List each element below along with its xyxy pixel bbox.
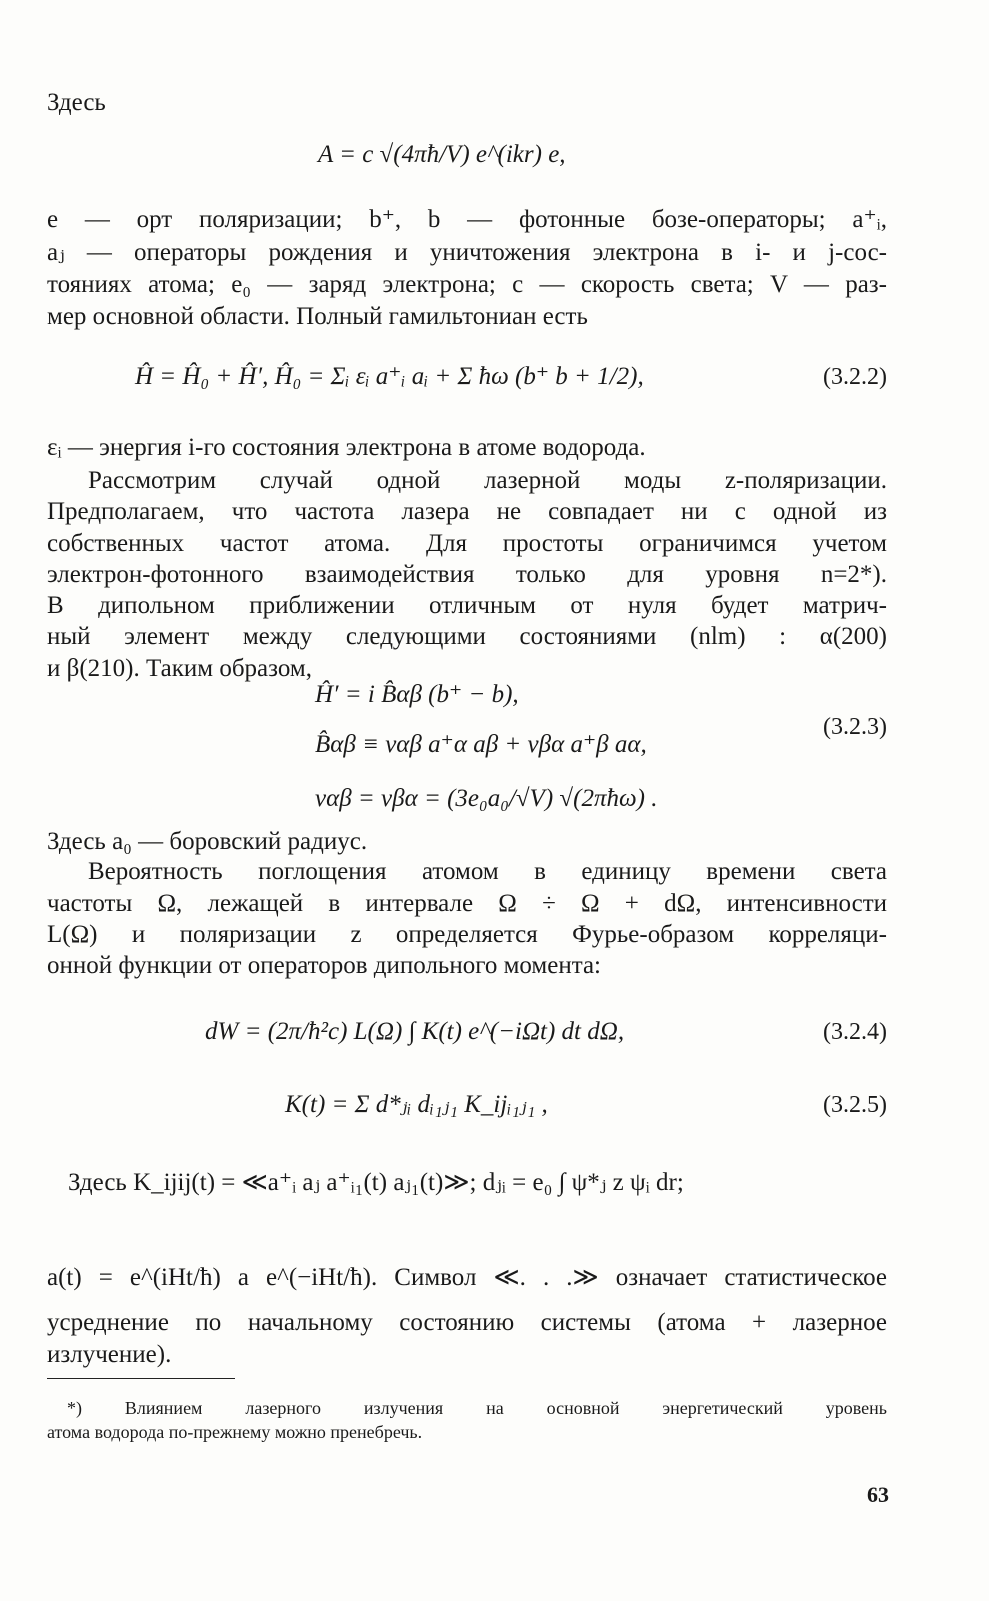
text-paragraph-3-line-4: электрон-фотонного взаимодействия только для уровня n=2*).: [47, 561, 887, 588]
equation-number-3-2-2: (3.2.2): [823, 364, 887, 390]
equation-coupling-constant: vαβ = vβα = (3e₀a₀/√V) √(2πħω) .: [315, 785, 658, 812]
equation-interaction-hamiltonian: Ĥ′ = i B̂αβ (b⁺ − b),: [315, 681, 519, 708]
equation-number-3-2-4: (3.2.4): [823, 1019, 887, 1045]
equation-number-3-2-5: (3.2.5): [823, 1092, 887, 1118]
equation-b-operator: B̂αβ ≡ vαβ a⁺α aβ + vβα a⁺β aα,: [315, 731, 647, 758]
equation-vector-potential-text: A = c √(4πħ/V) e^(ikr) e,: [318, 141, 566, 168]
text-paragraph-7-line-1: a(t) = e^(iHt/ħ) a e^(−iHt/ħ). Символ ≪. . .≫ означает статистическое: [47, 1264, 887, 1291]
equation-number-3-2-3: (3.2.3): [823, 714, 887, 740]
text-paragraph-5-line-1: Вероятность поглощения атомом в единицу времени света: [88, 858, 887, 885]
text-paragraph-7-line-3: излучение).: [47, 1341, 172, 1368]
page-number: 63: [867, 1482, 889, 1507]
text-paragraph-1-line-3: тояниях атома; e₀ — заряд электрона; c — скорость света; V — раз-: [47, 271, 887, 298]
text-paragraph-3-line-1: Рассмотрим случай одной лазерной моды z-поляризации.: [88, 467, 887, 494]
equation-hamiltonian: Ĥ = Ĥ₀ + Ĥ′, Ĥ₀ = Σᵢ εᵢ a⁺ᵢ aᵢ + Σ ħω (b⁺ b + 1/2),: [135, 363, 644, 390]
footnote-line-2: атома водорода по-прежнему можно пренебречь.: [47, 1422, 423, 1442]
text-paragraph-7-line-2: усреднение по начальному состоянию системы (атома + лазерное: [47, 1309, 887, 1336]
equation-absorption-probability: dW = (2π/ħ²c) L(Ω) ∫ K(t) e^(−iΩt) dt dΩ,: [205, 1018, 625, 1045]
text-intro-zdes: Здесь: [47, 89, 106, 116]
text-paragraph-1-line-4: мер основной области. Полный гамильтониан есть: [47, 303, 588, 330]
footnote-line-1: *) Влиянием лазерного излучения на основной энергетический уровень: [67, 1398, 887, 1418]
text-paragraph-5-line-4: онной функции от операторов дипольного момента:: [47, 952, 601, 979]
text-paragraph-3-line-6: ный элемент между следующими состояниями (nlm) : α(200): [47, 623, 887, 650]
text-paragraph-3-line-2: Предполагаем, что частота лазера не совпадает ни с одной из: [47, 498, 887, 525]
footnote-divider: [47, 1378, 235, 1379]
text-paragraph-4: Здесь a₀ — боровский радиус.: [47, 828, 368, 855]
text-paragraph-3-line-5: В дипольном приближении отличным от нуля будет матрич-: [47, 592, 887, 619]
text-paragraph-3-line-7: и β(210). Таким образом,: [47, 655, 312, 682]
equation-vector-potential: [318, 140, 566, 170]
text-paragraph-2: εᵢ — энергия i-го состояния электрона в атоме водорода.: [47, 434, 646, 461]
text-paragraph-1-line-2: aⱼ — операторы рождения и уничтожения электрона в i- и j-сос-: [47, 239, 887, 266]
text-paragraph-6: Здесь K_ijij(t) = ≪a⁺ᵢ aⱼ a⁺ᵢ₁(t) aⱼ₁(t)≫; dⱼᵢ = e₀ ∫ ψ*ⱼ z ψᵢ dr;: [68, 1169, 684, 1196]
text-paragraph-3-line-3: собственных частот атома. Для простоты ограничимся учетом: [47, 530, 887, 557]
equation-correlation-function: K(t) = Σ d*ⱼᵢ dᵢ₁ⱼ₁ K_ijᵢ₁ⱼ₁ ,: [285, 1091, 548, 1118]
text-paragraph-5-line-2: частоты Ω, лежащей в интервале Ω ÷ Ω + dΩ, интенсивности: [47, 890, 887, 917]
text-paragraph-1-line-1: e — орт поляризации; b⁺, b — фотонные бозе-операторы; a⁺ᵢ,: [47, 206, 887, 233]
text-paragraph-5-line-3: L(Ω) и поляризации z определяется Фурье-образом корреляци-: [47, 921, 887, 948]
